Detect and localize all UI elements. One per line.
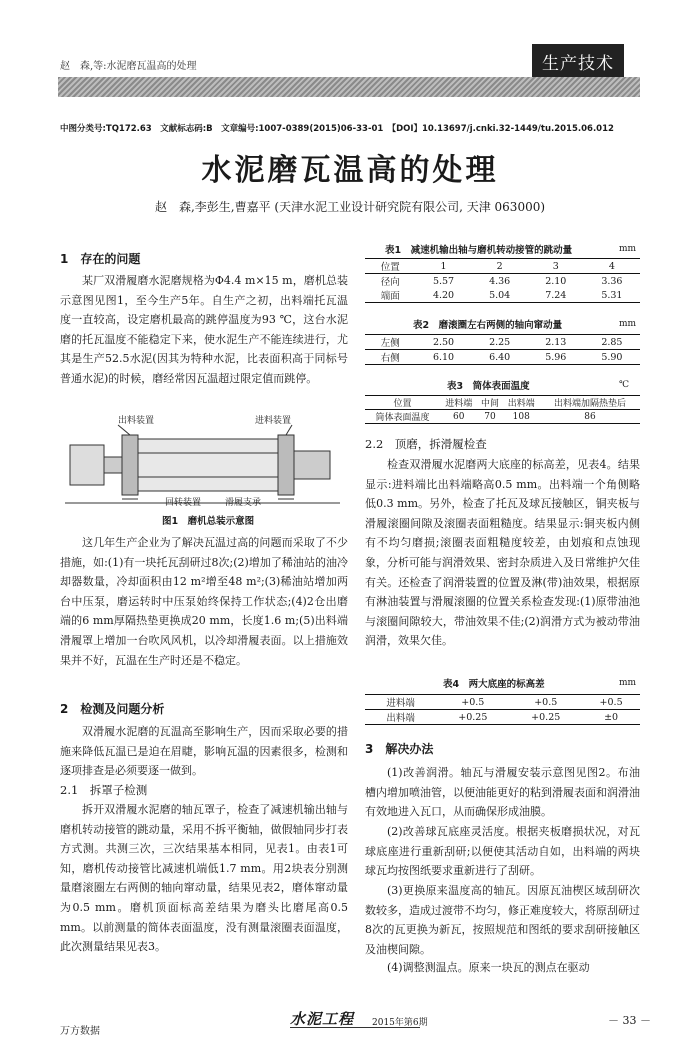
section-3-paragraph-1: (1)改善润滑。轴瓦与滑履安装示意图见图2。布油槽内增加喷油管，以便油能更好的粘到滑履表面和润滑油有效地进入瓦口，从而确保形成油膜。 (365, 766, 640, 819)
table-3 (365, 395, 640, 424)
section-label: 生产技术 (532, 44, 624, 79)
magazine-logo: 水泥工程 (290, 1010, 355, 1028)
section-2-heading: 2 检测及问题分析 (60, 702, 165, 716)
table-cell: 5.31 (584, 288, 640, 303)
section-1-heading: 1 存在的问题 (60, 252, 141, 266)
table-row (365, 396, 640, 410)
section-2-paragraph-2: 拆开双滑履水泥磨的轴瓦罩子，检查了减速机输出轴与磨机转动接管的跳动量，采用不拆平衡轴，做假轴同步打表方式测。共测三次，三次结果基本相同，见表1。由表1可知，磨机传动接管比减速机端低1.7 mm。用2块表分别测量磨滚圈左右两侧的轴向窜动量，结果见表2，磨体窜动量为0.5 mm。磨机顶面标高差结果为磨头比磨尾高0.5 mm。以前测量的简体表面温度，没有测量滚圈表面温度，此次测量结果见表3。 (60, 803, 348, 954)
table-cell: 6.10 (415, 350, 471, 365)
source-watermark: 万方数据 (60, 1026, 100, 1037)
table-row (365, 288, 640, 303)
table-4-caption: 表4 两大底座的标高差 (443, 679, 545, 690)
table-cell: +0.25 (436, 710, 509, 725)
table-cell: +0.5 (582, 695, 640, 710)
authors-line: 赵 森,李彭生,曹嘉平 (天津水泥工业设计研究院有限公司, 天津 063000) (154, 200, 546, 214)
table-cell: 3.36 (601, 275, 623, 287)
table-cell: 86 (540, 410, 640, 424)
section-2-paragraph-3: 检查双滑履水泥磨两大底座的标高差，见表4。结果显示:进料端比出料端略高0.5 mm。出料端一个角侧略低0.3 mm。另外，检查了托瓦及球瓦接触区，铜夹板与滑履滚圈间隙及滚圈表面粗糙度。结果显示:铜夹板内侧有不均匀磨损;滚圈表面粗糙度较差，由划痕和点蚀现象，分析可能与润滑效果、密封杂质进入及日常维护欠佳有关。还检查了润滑装置的位置及淋(带)油效果，根据原有淋油装置与滑履滚圈的位置关系检查发现:(1)原带油池与滚圈间隙较大，带油效果不佳;(2)润滑方式为被动带油润滑，效果欠佳。 (365, 458, 640, 648)
table-cell: 端面 (365, 288, 415, 303)
section-3-heading: 3 解决办法 (365, 742, 434, 756)
table-cell: 108 (502, 410, 540, 424)
table-cell: 7.24 (528, 288, 584, 303)
section-3-paragraph-4: (4)调整测温点。原来一块瓦的测点在驱动 (387, 961, 590, 974)
header-band (58, 77, 640, 97)
page-number: － 33 － (608, 1014, 651, 1027)
subsection-2-2-heading: 2.2 顶磨，拆滑履检查 (365, 437, 487, 451)
section-3-paragraph-3: (3)更换原来温度高的轴瓦。因原瓦油楔区域刮研次数较多，造成过渡带不均匀，修正难度较大，将原刮研过8次的瓦更换为新瓦，按照规范和图纸的要求刮研接触区及油楔间隙。 (365, 884, 640, 956)
table-4 (365, 694, 640, 725)
table-header: 1 (415, 259, 471, 274)
table-header: 位置 (365, 259, 415, 274)
table-cell: +0.25 (509, 710, 582, 725)
table-header: 3 (528, 259, 584, 274)
table-header: 位置 (365, 396, 440, 410)
table-cell: 2.85 (584, 335, 640, 350)
table-header: 进料端 (440, 396, 478, 410)
classification-line: 中图分类号:TQ172.63 文献标志码:B 文章编号:1007-0389(2015)06-33-01 【DOI】10.13697/j.cnki.32-1449/tu.2015.06.012 (60, 124, 614, 134)
section-1-paragraph-1: 某厂双滑履磨水泥磨规格为Φ4.4 m×15 m，磨机总装示意图见图1，至今生产5年。自生产之初，出料端托瓦温度一直较高，设定磨机最高的跳停温度为93 ℃，这台水泥磨的托瓦温度不能稳定下来，使水泥生产不能连续进行，尤其是生产52.5水泥(因其为特种水泥，比表面积高于同标号普通水泥)的时候，磨经常因瓦温超过限定值而跳停。 (60, 274, 348, 385)
table-cell: 2.10 (545, 275, 567, 287)
table-2-unit: mm (619, 319, 637, 329)
table-cell: 左侧 (365, 335, 415, 350)
section-1-paragraph-2: 这几年生产企业为了解决瓦温过高的问题而采取了不少措施，如:(1)有一块托瓦刮研过8次;(2)增加了稀油站的油冷却器数量，冷却面积由12 m²增至48 m²;(3)稀油站增加两台中压泵，磨运转时中压泵始终保持工作状态;(4)2仓出磨端的6 mm厚隔热垫更换成20 mm，长度1.6 m;(5)出料端滑履罩上增加一台吹风风机，以冷却滑履表面。以上措施效果并不好，瓦温在生产时还是不稳定。 (60, 536, 348, 667)
table-3-caption: 表3 筒体表面温度 (447, 381, 530, 392)
table-header: 4 (584, 259, 640, 274)
table-row (365, 350, 640, 365)
table-cell: 2.50 (415, 335, 471, 350)
table-cell: 60 (440, 410, 478, 424)
table-1-unit: mm (619, 244, 637, 254)
running-title: 赵 森,等:水泥磨瓦温高的处理 (60, 61, 197, 72)
label-discharge-device: 进料装置 (255, 416, 292, 426)
table-header: 出料端加隔热垫后 (540, 396, 640, 410)
table-row (365, 274, 640, 289)
table-cell: 5.96 (528, 350, 584, 365)
mill-schematic (60, 413, 348, 511)
footer-rule (290, 1027, 420, 1028)
table-cell: 5.57 (432, 275, 455, 287)
table-cell: ±0 (582, 710, 640, 725)
table-row (365, 410, 640, 424)
label-feed-device: 出料装置 (118, 416, 155, 426)
table-4-unit: mm (619, 678, 637, 688)
table-row (365, 335, 640, 350)
table-2-caption: 表2 磨滚圈左右两侧的轴向窜动量 (413, 320, 563, 331)
table-cell: +0.5 (509, 695, 582, 710)
section-3-paragraph-2: (2)改善球瓦底座灵活度。根据夹板磨损状况，对瓦球底座进行重新刮研;以便使其活动自如，出料端的两块球瓦均按图纸要求重新进行了刮研。 (365, 825, 640, 878)
table-cell: 70 (477, 410, 502, 424)
figure-1 (60, 413, 348, 531)
table-cell: 2.25 (472, 335, 528, 350)
label-slide-shoe-support: 滑履支承 (225, 498, 262, 508)
table-1 (365, 258, 640, 303)
table-header: 2 (472, 259, 528, 274)
table-cell: +0.5 (436, 695, 509, 710)
article-title: 水泥磨瓦温高的处理 (201, 153, 499, 188)
table-cell: 右侧 (365, 350, 415, 365)
table-1-caption: 表1 减速机输出轴与磨机转动接管的跳动量 (385, 245, 573, 256)
label-rotary-device: 回转装置 (165, 498, 202, 508)
issue-label: 2015年第6期 (372, 1018, 428, 1028)
table-cell: 出料端 (365, 710, 436, 725)
section-2-paragraph-1: 双滑履水泥磨的瓦温高至影响生产，因而采取必要的措施来降低瓦温已是迫在眉睫，影响瓦温的因素很多，检测和逐项排查是必须要逐一做到。 (60, 725, 348, 778)
table-2 (365, 334, 640, 365)
table-cell: 4.20 (415, 288, 471, 303)
table-cell: 5.90 (584, 350, 640, 365)
figure-1-caption: 图1 磨机总装示意图 (162, 516, 255, 527)
table-cell: 径向 (380, 277, 400, 288)
table-row (365, 695, 640, 710)
table-cell: 2.13 (528, 335, 584, 350)
table-cell: 5.04 (472, 288, 528, 303)
table-cell: 进料端 (365, 695, 436, 710)
table-row (365, 259, 640, 274)
table-header: 出料端 (502, 396, 540, 410)
table-cell: 4.36 (489, 275, 511, 287)
table-row (365, 710, 640, 725)
subsection-2-1-heading: 2.1 拆罩子检测 (60, 783, 148, 797)
table-3-unit: ℃ (619, 380, 630, 390)
table-cell: 6.40 (472, 350, 528, 365)
table-cell: 筒体表面温度 (365, 410, 440, 424)
table-header: 中间 (477, 396, 502, 410)
